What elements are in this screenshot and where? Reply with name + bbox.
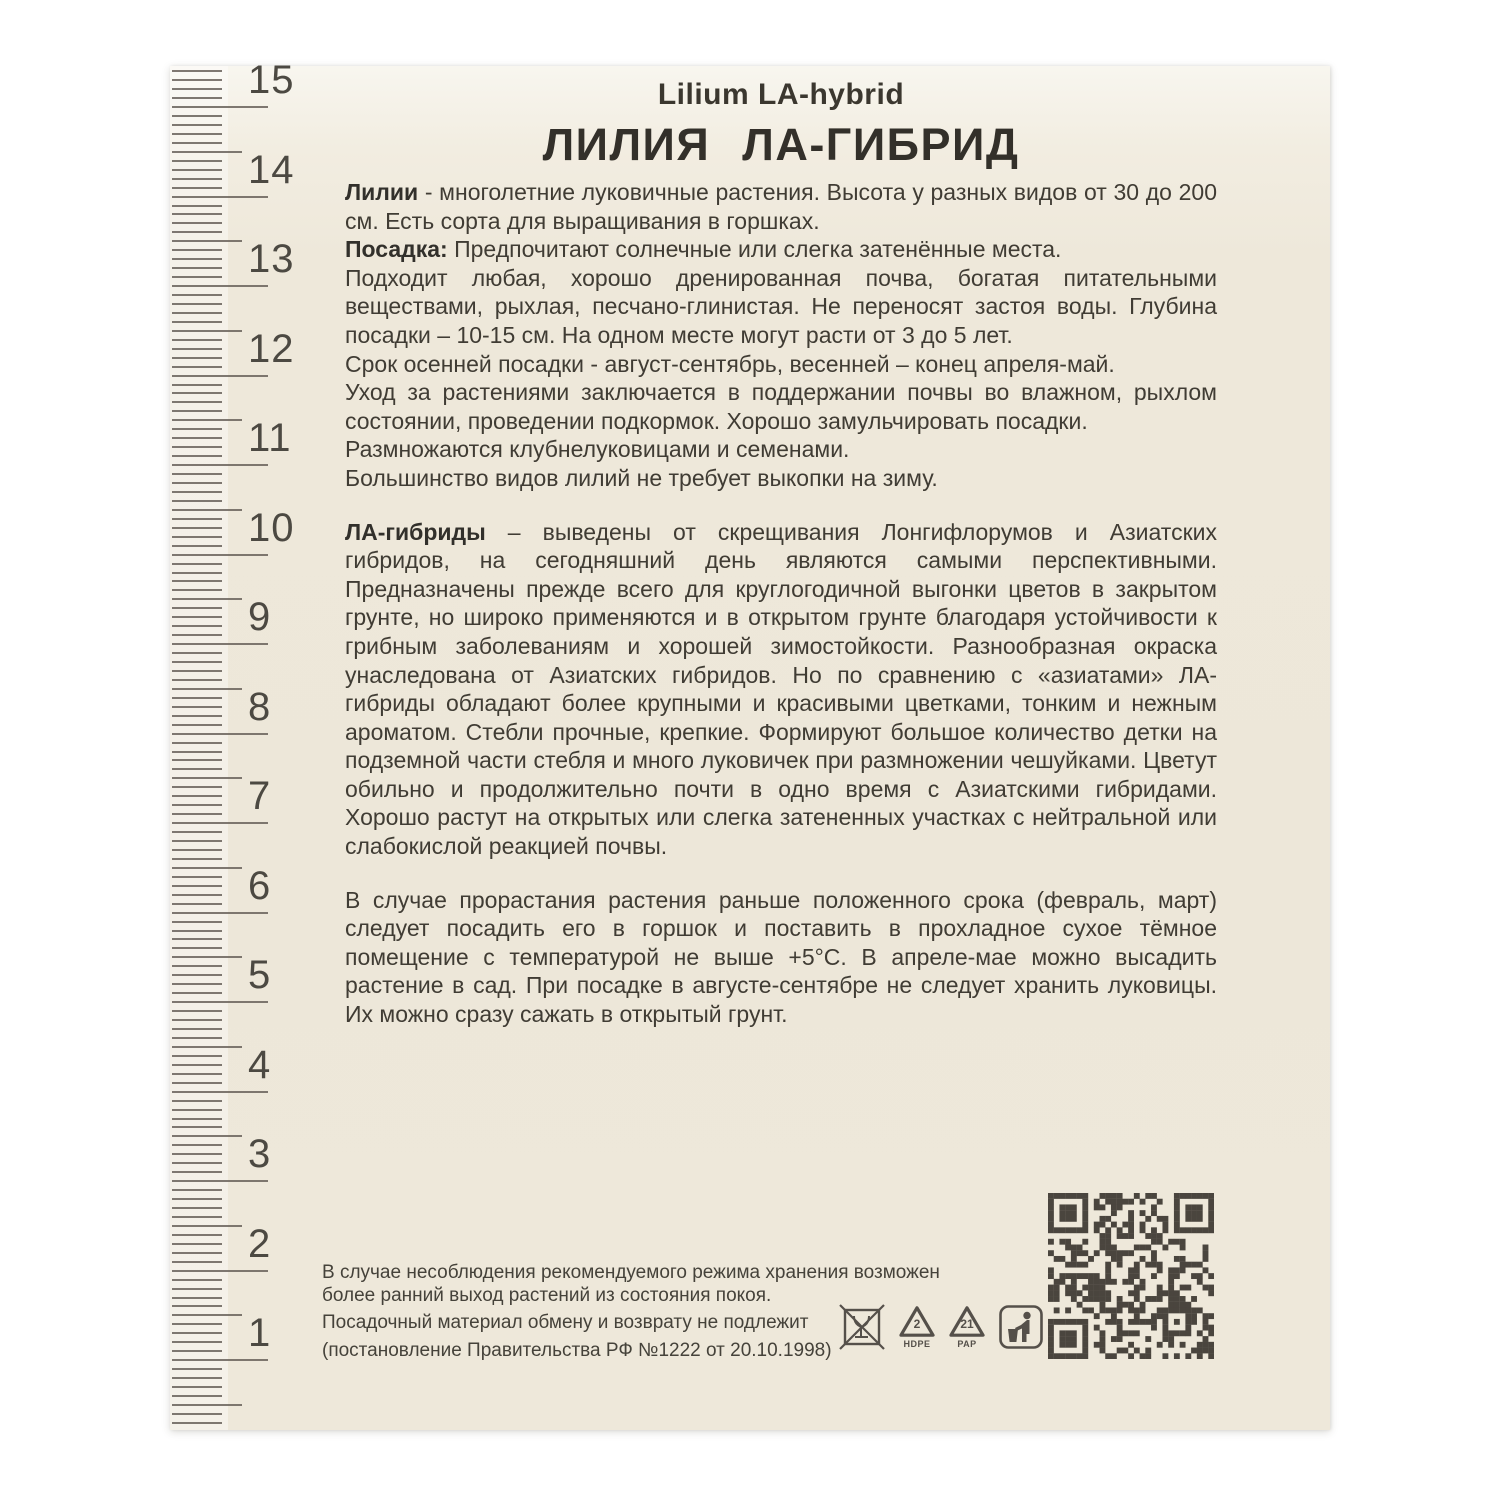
ruler-tick xyxy=(172,652,222,654)
latin-title: Lilium LA-hybrid xyxy=(657,78,905,111)
ruler-tick xyxy=(172,178,222,180)
ruler-tick xyxy=(172,357,222,359)
ruler-tick xyxy=(172,1350,222,1352)
ruler-tick xyxy=(172,151,242,153)
ruler-tick xyxy=(172,375,268,377)
ruler-tick xyxy=(172,500,222,502)
ruler-tick xyxy=(172,303,222,305)
ruler-tick xyxy=(172,992,222,994)
ruler-number-4: 4 xyxy=(248,1042,272,1087)
recycle-hdpe-icon xyxy=(898,1305,936,1349)
ruler-tick xyxy=(172,294,222,296)
ruler-tick xyxy=(172,106,268,108)
ruler-number-7: 7 xyxy=(248,774,272,819)
ruler-tick xyxy=(172,70,222,72)
ruler-tick xyxy=(172,1046,242,1048)
ruler-tick xyxy=(172,249,222,251)
ruler-tick xyxy=(172,1422,222,1424)
paragraph-lead: Посадка: xyxy=(345,236,448,263)
tidyman-icon xyxy=(998,1304,1044,1350)
recycle-pap-icon xyxy=(948,1305,986,1349)
ruler-tick xyxy=(172,258,222,260)
recycle-code: 21 xyxy=(960,1317,974,1331)
do-not-dispose-icon xyxy=(838,1303,886,1351)
paragraph: Лилии - многолетние луковичные растения. Высота у разных видов от 30 до 200 см. Есть сорта для выращивания в горшках. xyxy=(345,179,1217,234)
recycle-material-label: PAP xyxy=(957,1339,977,1349)
ruler-tick xyxy=(172,1252,222,1254)
ruler-tick xyxy=(172,339,222,341)
ruler-tick xyxy=(172,1314,242,1316)
ruler-tick xyxy=(172,240,242,242)
ruler-tick xyxy=(172,742,222,744)
ruler-tick xyxy=(172,473,222,475)
ruler-tick xyxy=(172,965,222,967)
ruler-tick xyxy=(172,724,222,726)
ruler-tick xyxy=(172,446,222,448)
ruler-number-14: 14 xyxy=(248,147,295,192)
ruler-tick xyxy=(172,115,222,117)
ruler-tick xyxy=(172,545,222,547)
ruler-tick xyxy=(172,607,222,609)
ruler-tick xyxy=(172,285,268,287)
ruler-tick xyxy=(172,1064,222,1066)
ruler-tick xyxy=(172,822,268,824)
ruler-tick xyxy=(172,321,222,323)
ruler-tick xyxy=(172,536,222,538)
ruler-number-8: 8 xyxy=(248,684,272,729)
ruler-tick xyxy=(172,983,222,985)
ruler-tick xyxy=(172,142,222,144)
ruler-tick xyxy=(172,1243,222,1245)
paragraph: Большинство видов лилий не требует выкопки на зиму. xyxy=(345,464,938,491)
ruler-tick xyxy=(172,509,242,511)
ruler-tick xyxy=(172,840,222,842)
ruler-tick xyxy=(172,1189,222,1191)
paragraph: ЛА-гибриды – выведены от скрещивания Лонгифлорумов и Азиатских гибридов, на сегодняшний день являются самыми перспективными. Предназначены прежде всего для круглогодичной выгонки цветов в закрытом грунте, но широко применяются и в открытом грунте благодаря устойчивости к грибным заболеваниям и хорошей зимостойкости. Разнообразная окраска унаследована от Азиатских гибридов. Но по сравнению с «азиатами» ЛА-гибриды обладают более крупными и красивыми цветками, тонким и нежным ароматом. Стебли прочные, крепкие. Формируют большое количество детки на подземной части стебля и много луковичек при размножении чешуйками. Цветут обильно и продолжительно почти в одно время с Азиатскими гибридами. Хорошо растут на открытых или слегка затененных участках с нейтральной или слабокислой реакцией почвы. xyxy=(345,518,1217,860)
ruler-tick xyxy=(172,1270,268,1272)
ruler-tick xyxy=(172,437,222,439)
ruler-tick xyxy=(172,384,222,386)
description-text xyxy=(345,178,1217,1029)
ruler-tick xyxy=(172,1091,268,1093)
ruler-tick xyxy=(172,1082,222,1084)
ruler-tick xyxy=(172,1100,222,1102)
ruler-tick xyxy=(172,1028,222,1030)
ruler-tick xyxy=(172,1305,222,1307)
ruler-tick xyxy=(172,1413,222,1415)
ruler-tick xyxy=(172,643,268,645)
ruler-tick xyxy=(172,213,222,215)
ruler-tick xyxy=(172,759,222,761)
ruler-tick xyxy=(172,563,222,565)
ruler-tick xyxy=(172,956,242,958)
ruler-tick xyxy=(172,419,242,421)
paragraph: В случае прорастания растения раньше положенного срока (февраль, март) следует посадить его в горшок и поставить в прохладное сухое тёмное помещение с температурой не выше +5°С. В апреле-мае можно высадить растение в сад. При посадке в августе-сентябре не следует хранить луковицы. Их можно сразу сажать в открытый грунт. xyxy=(345,886,1217,1028)
ruler-tick xyxy=(172,1341,222,1343)
ruler-tick xyxy=(172,464,268,466)
ruler-tick xyxy=(172,276,222,278)
ruler-tick xyxy=(172,231,222,233)
ruler-tick xyxy=(172,903,222,905)
ruler-tick xyxy=(172,867,242,869)
ruler-tick xyxy=(172,1162,222,1164)
ruler-tick xyxy=(172,160,222,162)
ruler-tick xyxy=(172,670,222,672)
ruler-tick xyxy=(172,804,222,806)
ruler-tick xyxy=(172,572,222,574)
ruler-number-11: 11 xyxy=(248,416,292,460)
paragraph: Подходит любая, хорошо дренированная почва, богатая питательными веществами, рыхлая, песчано-глинистая. Не переносят застоя воды. Глубина посадки – 10-15 см. На одном месте могут расти от 3 до 5 лет. xyxy=(345,264,1217,348)
recycle-code: 2 xyxy=(913,1317,921,1331)
qr-code xyxy=(1048,1193,1214,1359)
ruler-tick xyxy=(172,187,222,189)
ruler-tick xyxy=(172,589,222,591)
ruler-tick xyxy=(172,1019,222,1021)
ruler-number-15: 15 xyxy=(248,58,295,102)
ruler-number-2: 2 xyxy=(248,1221,272,1266)
ruler-tick xyxy=(172,1144,222,1146)
ruler-tick xyxy=(172,831,222,833)
ruler-tick xyxy=(172,88,222,90)
ruler-number-3: 3 xyxy=(248,1132,272,1177)
ruler-tick xyxy=(172,777,242,779)
ruler-tick xyxy=(172,715,222,717)
ruler-number-1: 1 xyxy=(248,1311,272,1356)
ruler-tick xyxy=(172,205,222,207)
ruler-tick xyxy=(172,1153,222,1155)
ruler-tick xyxy=(172,392,222,394)
ruler-tick xyxy=(172,733,268,735)
ruler-tick xyxy=(172,267,222,269)
ruler-number-9: 9 xyxy=(248,595,272,640)
ruler-tick xyxy=(172,1234,222,1236)
packaging-symbols xyxy=(838,1296,1044,1358)
ruler-tick xyxy=(172,634,222,636)
ruler-tick xyxy=(172,1297,222,1299)
ruler-tick xyxy=(172,1216,222,1218)
ruler-tick xyxy=(172,554,268,556)
ruler-tick xyxy=(172,79,222,81)
ruler-tick xyxy=(172,858,222,860)
ruler-tick xyxy=(172,697,222,699)
ruler-tick xyxy=(172,196,268,198)
ruler-tick xyxy=(172,401,222,403)
ruler-tick xyxy=(172,169,222,171)
header xyxy=(345,78,1217,171)
ruler-tick xyxy=(172,1323,222,1325)
ruler-tick xyxy=(172,1135,242,1137)
ruler-tick xyxy=(172,1395,222,1397)
recycle-material-label: HDPE xyxy=(903,1339,931,1349)
ruler-tick xyxy=(172,312,222,314)
ruler-tick xyxy=(172,366,222,368)
ruler-tick xyxy=(172,1010,222,1012)
ruler-tick xyxy=(172,1073,222,1075)
ruler-tick xyxy=(172,768,222,770)
ruler-tick xyxy=(172,894,222,896)
ruler-tick xyxy=(172,921,222,923)
ruler-tick xyxy=(172,97,222,99)
ruler-tick xyxy=(172,518,222,520)
ruler-tick xyxy=(172,625,222,627)
ruler-tick xyxy=(172,947,222,949)
ruler-tick xyxy=(172,410,222,412)
page-title: ЛИЛИЯ ЛА-ГИБРИД xyxy=(542,119,1020,170)
paragraph: Срок осенней посадки - август-сентябрь, весенней – конец апреля-май. xyxy=(345,350,1115,377)
ruler-tick xyxy=(172,1359,268,1361)
ruler-tick xyxy=(172,598,242,600)
ruler-tick xyxy=(172,330,242,332)
ruler-tick xyxy=(172,1055,222,1057)
ruler-tick xyxy=(172,1207,222,1209)
ruler-tick xyxy=(172,1386,222,1388)
legal-note-line: (постановление Правительства РФ №1222 от 20.10.1998) xyxy=(322,1339,832,1361)
ruler-tick xyxy=(172,616,222,618)
ruler-tick xyxy=(172,1109,222,1111)
ruler-tick xyxy=(172,1180,268,1182)
ruler-tick xyxy=(172,1037,222,1039)
ruler-number-12: 12 xyxy=(248,326,295,371)
ruler-tick xyxy=(172,1404,242,1406)
ruler-tick xyxy=(172,491,222,493)
seed-packet-back xyxy=(170,58,1330,1430)
ruler-tick xyxy=(172,885,222,887)
ruler-tick xyxy=(172,1261,222,1263)
ruler-tick xyxy=(172,1118,222,1120)
ruler-tick xyxy=(172,580,222,582)
ruler-tick xyxy=(172,1126,222,1128)
ruler-tick xyxy=(172,348,222,350)
ruler-tick xyxy=(172,1001,268,1003)
ruler-number-5: 5 xyxy=(248,953,272,998)
ruler-tick xyxy=(172,688,242,690)
ruler-tick xyxy=(172,974,222,976)
ruler-tick xyxy=(172,751,222,753)
ruler-tick xyxy=(172,222,222,224)
ruler-number-6: 6 xyxy=(248,863,272,908)
legal-note-line: Посадочный материал обмену и возврату не подлежит xyxy=(322,1312,809,1333)
paragraph: Размножаются клубнелуковицами и семенами. xyxy=(345,436,850,463)
ruler-tick xyxy=(172,795,222,797)
paragraph: Уход за растениями заключается в поддержании почвы во влажном, рыхлом состоянии, проведении подкормок. Хорошо замульчировать посадки. xyxy=(345,379,1217,434)
legal-note-line: В случае несоблюдения рекомендуемого режима хранения возможен более ранний выход растений из состояния покоя. xyxy=(322,1262,940,1306)
ruler-tick xyxy=(172,938,222,940)
ruler-tick xyxy=(172,786,222,788)
paragraph-lead: Лилии xyxy=(345,179,419,205)
ruler-tick xyxy=(172,482,222,484)
ruler-tick xyxy=(172,1225,242,1227)
ruler-tick xyxy=(172,876,222,878)
paragraph: Посадка: Предпочитают солнечные или слегка затенённые места. xyxy=(345,236,1062,263)
ruler-tick xyxy=(172,428,222,430)
ruler-tick xyxy=(172,679,222,681)
ruler-number-10: 10 xyxy=(248,505,295,550)
ruler-tick xyxy=(172,930,222,932)
ruler-tick xyxy=(172,455,222,457)
ruler-tick xyxy=(172,706,222,708)
ruler-tick xyxy=(172,1288,222,1290)
ruler-tick xyxy=(172,912,268,914)
ruler-tick xyxy=(172,1198,222,1200)
ruler-tick xyxy=(172,1377,222,1379)
ruler-tick xyxy=(172,849,222,851)
ruler-tick xyxy=(172,813,222,815)
ruler-tick xyxy=(172,1171,222,1173)
ruler-tick xyxy=(172,1332,222,1334)
ruler-tick xyxy=(172,661,222,663)
ruler-tick xyxy=(172,133,222,135)
ruler-tick xyxy=(172,1368,222,1370)
ruler-tick xyxy=(172,1279,222,1281)
ruler-tick xyxy=(172,124,222,126)
ruler-tick xyxy=(172,527,222,529)
ruler-number-13: 13 xyxy=(248,237,295,281)
paragraph-lead: ЛА-гибриды xyxy=(345,518,486,545)
